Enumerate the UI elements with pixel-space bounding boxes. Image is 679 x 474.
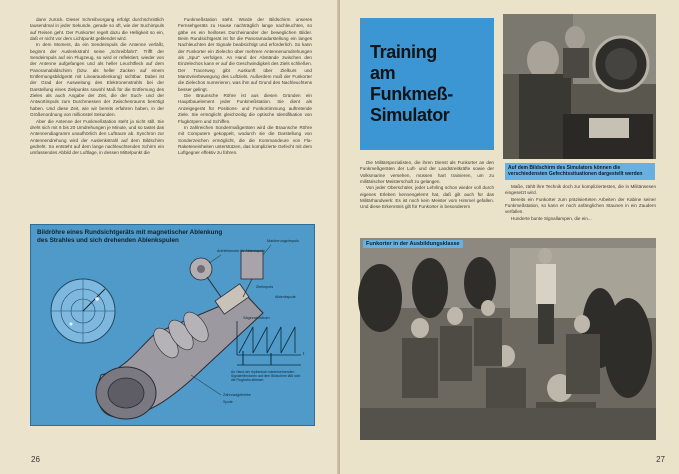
simulator-photo: [503, 14, 656, 159]
label-target-pulse: Zielimpuls: [256, 285, 274, 289]
right-text-column-2: [505, 184, 656, 230]
paragraph: Von jeder Oberschüler, jeder Lehrling schon wieder voll durch eigenes Erleben kennengelernt hat, daß gilt auch für das Militärhandwerk: Es ist noch kein Meister vom Himmel gefallen. Und diese Erkenntnis gilt für Funkorter in besonderem: [360, 185, 494, 210]
label-coil: Ablenkspule: [275, 295, 296, 299]
article-title-box: [360, 18, 494, 150]
paragraph: dann zurück. Dieser Schreibvorgang erfolgt durchschnittlich tausendmal in jeder Sekunde, gerade so oft, wie der Suchimpuls auf Reisen geht. Der Funkorter regelt dazu die Helligkeit so ein, daß er nicht vor dem Lichtpunkt geblendet wird.: [30, 17, 164, 42]
right-text-column-1: [360, 160, 494, 210]
page-number-left: 26: [31, 455, 40, 464]
classroom-photo: [360, 238, 656, 440]
title-line-1: Training: [370, 42, 437, 62]
label-deflection-current: Sägezahnstrom: [243, 316, 270, 320]
pulse-graph: [237, 351, 301, 365]
paragraph: In zahlreichen Sondermaßgeräten wird die Braunsche Röhre mit Computern gekoppelt, wodurch sie die Darstellung von Sonderzeichen ermöglicht, die die Kommandeure von Fla-Raketeneinheiten unterstützen, das komplizierte Gefecht mit dem Luftgegner effektiv zu führen.: [178, 124, 312, 156]
left-text-column-2: [178, 17, 312, 217]
label-time-axis: t: [303, 351, 305, 356]
paragraph: Die Militärspezialisten, die ihren Dienst als Funkorter an den Funkmeßgeräten der Luft- und der Landstreitkräfte sowie der Volksmarine versehen, müssen hart trainieren, um zu militärischer Meisterschaft zu gelangen.: [360, 160, 494, 185]
left-page: [0, 0, 339, 474]
paragraph: Aber die Antenne der Funkmeßstation steht ja nicht still. Sie dreht sich mit 6 bis 20 Umdrehungen je Minute, und so tastet das Antennendiagramm unaufhörlich den Luftraum ab. Synchron zur Antennendrehung wird der Auslenkstrahl auf dem Bildschirm gedreht. So entsteht auf dem lange nachleuchtenden Schirm ein umfassendes Abbild der Luftlage, in dessen Mittelpunkt die: [30, 118, 164, 156]
label-gear: Zahnradgetriebe: [223, 393, 251, 397]
label-motor: Antriebsmotor für Ablenkspule: [217, 249, 265, 253]
page-number-right: 27: [656, 455, 665, 464]
pulse-explanation: An Hand der rhythmisch wiederkehrenden Signalreflexionen auf dem Bildschirm läßt sich die Flugbahn ablesen: [231, 370, 301, 383]
crt-diagram-figure: [30, 224, 315, 426]
classroom-photo-label: Funkorter in der Ausbildungsklasse: [363, 240, 463, 248]
title-line-4: Simulator: [370, 105, 450, 125]
paragraph: Funkmeßstation steht. Würde der Bildschirm unseres Fernsehgeräts zu Hause nachträglich lange nachleuchten, so gäbe es ein heilloses Durcheinander der beweglichen Bilder. Beim Rundsichtgerät ist für die Panoramadarstellung ein langes Nachleuchten der Signale beabsichtigt und erforderlich. So kann der Funkorter ein Zielecho über mehrere Antennenumdrehungen als „Spur“ verfolgen. An Hand der Abstände zwischen den Einzelechos kann er auf die Geschwindigkeit des Ziels schließen. Der Tracerweg gibt Auskunft über Zielkurs und Manövrierbewegung des Luftziels. Außerdem muß der Funkorter die Zielechos numerieren, was ihm auf Grund des Nachleuchtens besser gelingt.: [178, 17, 312, 92]
right-page: [340, 0, 679, 474]
left-text-column-1: [30, 17, 164, 217]
paragraph: Die Braunsche Röhre ist aus diesen Gründen ein Hauptbauelement jeder Funkmeßstation. Sie dient als Anzeigegerät für Positions- und Funkortimmung auftretende Ziele. Sie ermöglicht gleichzeitig die optische Identifikation von Flugkörpern und Schiffen.: [178, 93, 312, 124]
paragraph: Hunderte bunte Signallampen, die ein...: [511, 215, 592, 221]
paragraph: Bereits ein Funkorter zum präzisierteten Arbeiten der Kabine seiner Funkmeßstation, so kann er noch anfänglichen Staunen in ein Zaudern verfallen.: [505, 196, 656, 215]
paragraph: Maße, zählt ihre Technik doch zur kompliziertesten, die in Militärwesen eingesetzt wird.: [505, 184, 656, 196]
title-line-3: Funkmeß-: [370, 84, 453, 104]
figure-caption-line-2: des Strahles und sich drehenden Ablenkspulen: [37, 236, 179, 244]
article-title: [370, 42, 453, 126]
label-spule: Spule: [223, 400, 233, 404]
simulator-photo-caption: Auf dem Bildschirm des Simulators können die verschiedensten Gefechtssituationen dargestellt werden: [505, 163, 655, 180]
title-line-2: am: [370, 63, 396, 83]
classroom-photo-drawing: [360, 238, 656, 440]
simulator-photo-drawing: [503, 14, 656, 159]
paragraph: In dem Moment, da ein Sendeimpuls die Antenne verläßt, beginnt der Auslenkstrahl seine „Schreibfahrt“. Trifft der Sendeimpuls auf ein Flugzeug, so wird er reflektiert, wieder von der Antenne aufgefangen und als heller Leuchtfleck auf dem Panoramabildschirm (bzw. als heller Zacken auf einem Entfernungsbildgerät mit Linearauslenkung) sichtbar. Dabei ist der Grad der Ausweitung des Elektronenstrahls bei der Darstellung eines Zielpunkts sowohl Maß für die Entfernung des Zieles als auch Angabe der Zeit, die der Such- und der Antwortimpuls zum Durchmessen der Zwischenraums benötigt haben. Und diese Zeit, wie wir bereits erfahren haben, in der Größenordnung von millionstel Sekunden.: [30, 42, 164, 118]
figure-caption-line-1: Bildröhre eines Rundsichtgeräts mit magnetischer Ablenkung: [37, 229, 223, 236]
crt-diagram: [31, 225, 314, 425]
label-marker-pulse: Markierungsimpuls: [267, 239, 299, 243]
screen-scope-drawing: [51, 279, 115, 343]
